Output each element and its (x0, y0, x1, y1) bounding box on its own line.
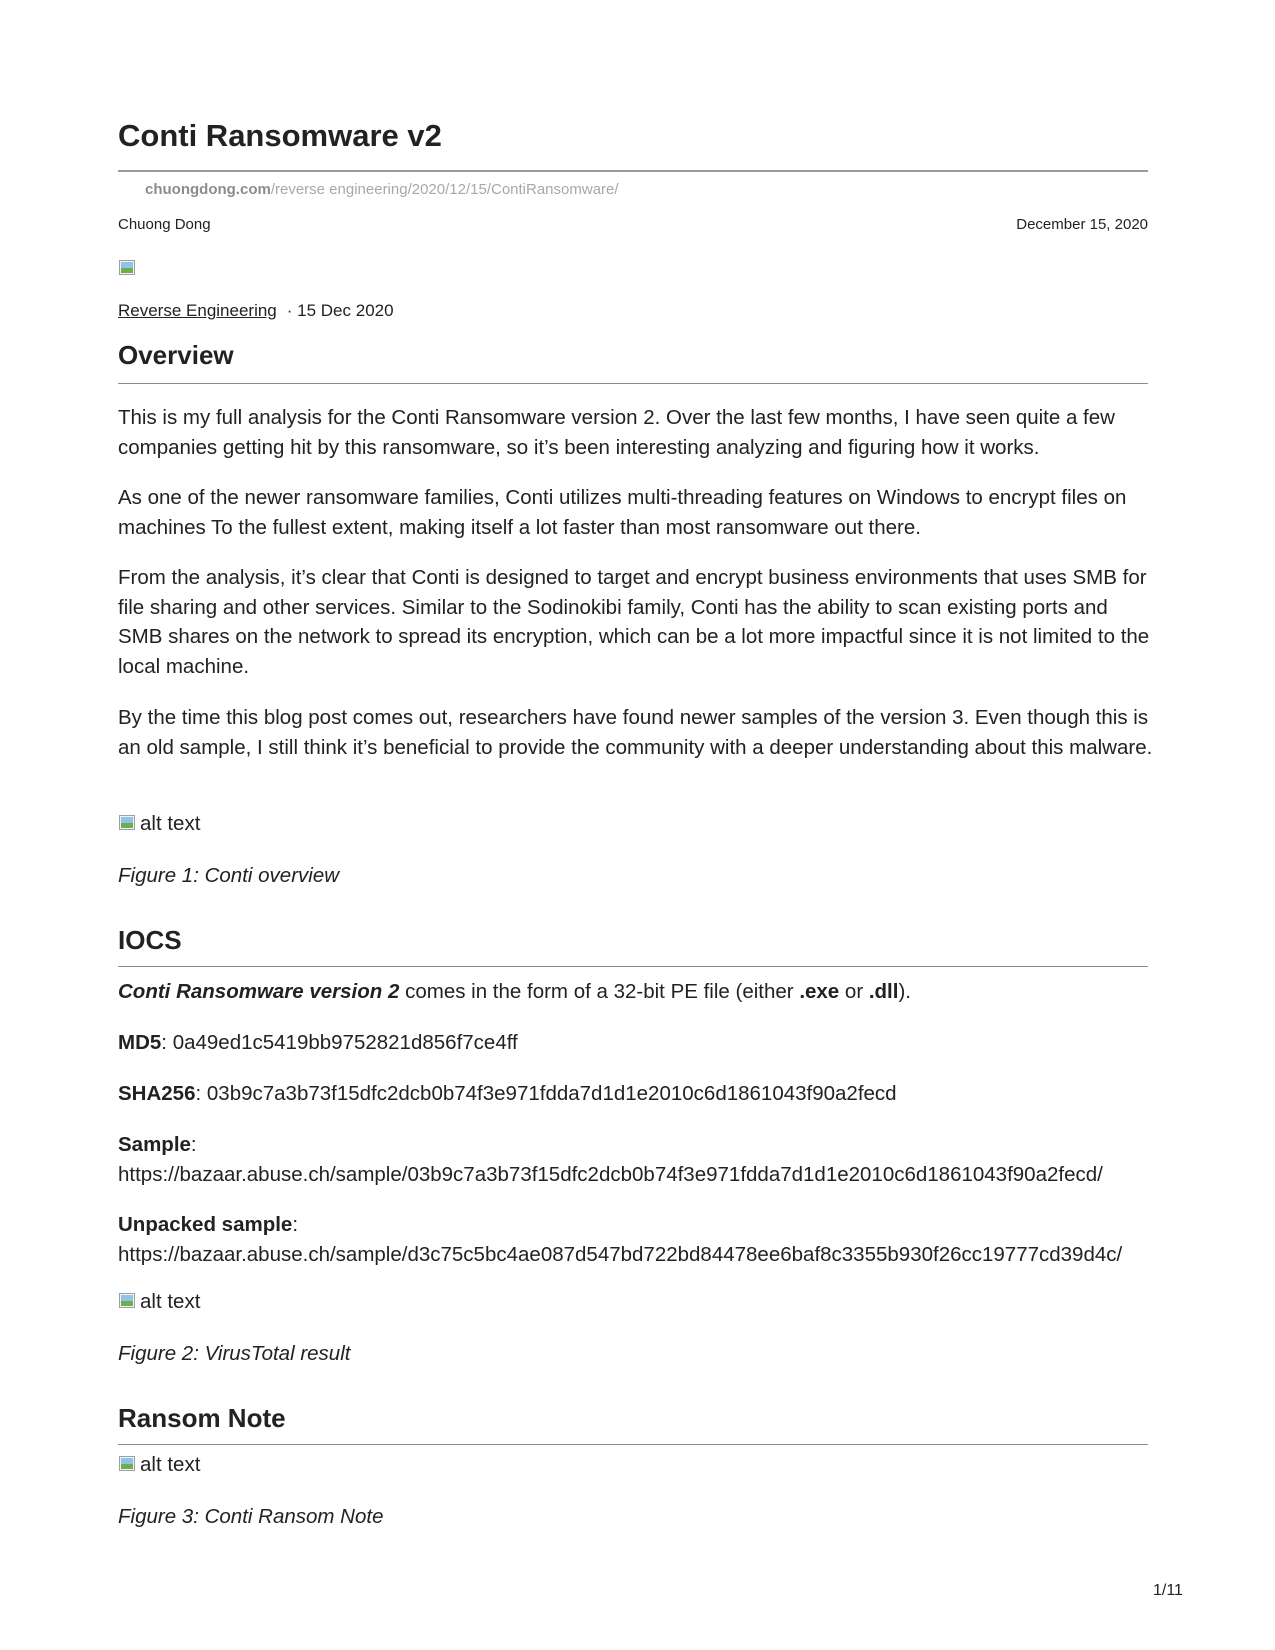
section-heading-overview: Overview (118, 340, 234, 370)
figure-caption: Figure 2: VirusTotal result (118, 1342, 351, 1365)
sample-label: Sample (118, 1133, 191, 1156)
page-number: 1/11 (1153, 1582, 1183, 1599)
section-heading-iocs: IOCS (118, 925, 182, 955)
broken-image-icon (118, 1455, 138, 1473)
figure-caption: Figure 1: Conti overview (118, 864, 340, 887)
md5-label: MD5 (118, 1031, 162, 1054)
sha256-value: : 03b9c7a3b73f15dfc2dcb0b74f3e971fdda7d1d1e2010c6d1861043f90a2fecd (195, 1082, 897, 1105)
sha256-label: SHA256 (118, 1082, 196, 1105)
page-title: Conti Ransomware v2 (118, 118, 442, 153)
md5-value: : 0a49ed1c5419bb9752821d856f7ce4ff (161, 1031, 518, 1054)
section-divider (118, 1444, 1148, 1445)
author-name: Chuong Dong (118, 216, 211, 233)
post-date: · 15 Dec 2020 (286, 301, 394, 320)
paragraph: By the time this blog post comes out, researchers have found newer samples of the version 3. Even though this is an old sample, I still think it’s beneficial to provide the community with a deeper understanding about this malware. (118, 706, 1153, 759)
section-heading-ransom-note: Ransom Note (118, 1403, 286, 1433)
paragraph: As one of the newer ransomware families, Conti utilizes multi-threading features on Windows to encrypt files on machines To the fullest extent, making itself a lot faster than most ransomware out there. (118, 486, 1127, 539)
category-link[interactable]: Reverse Engineering (118, 301, 277, 320)
figure-image (118, 1453, 200, 1477)
paragraph: From the analysis, it’s clear that Conti is designed to target and encrypt business environments that uses SMB for file sharing and other services. Similar to the Sodinokibi family, Conti has the ability to scan existing ports and SMB shares on the network to spread its encryption, which can be a lot more impactful since it is not limited to the local machine. (118, 566, 1150, 678)
unpacked-label: Unpacked sample (118, 1213, 293, 1236)
figure-caption: Figure 3: Conti Ransom Note (118, 1505, 384, 1528)
figure-image (118, 812, 200, 836)
paragraph: This is my full analysis for the Conti Ransomware version 2. Over the last few months, I have seen quite a few companies getting hit by this ransomware, so it’s been interesting analyzing and figuring how it works. (118, 406, 1115, 459)
image-alt-text: alt text (140, 812, 201, 835)
sample-field: Sample: (118, 1133, 197, 1156)
image-alt-text: alt text (140, 1453, 201, 1476)
source-path: /reverse engineering/2020/12/15/ContiRansomware/ (270, 181, 619, 198)
broken-image-icon (118, 1292, 138, 1310)
sha256-field (118, 1079, 897, 1109)
md5-field (118, 1028, 518, 1058)
source-domain: chuongdong.com (145, 181, 271, 198)
unpacked-field: Unpacked sample: (118, 1213, 299, 1236)
source-url[interactable] (145, 181, 619, 198)
unpacked-url[interactable]: https://bazaar.abuse.ch/sample/d3c75c5bc4ae087d547bd722bd84478ee6baf8c3355b930f26cc19777cd39d4c/ (118, 1243, 1123, 1266)
title-divider (118, 170, 1148, 172)
publish-date: December 15, 2020 (1016, 216, 1148, 233)
broken-image-icon (118, 814, 138, 832)
section-divider (118, 383, 1148, 384)
sample-url[interactable]: https://bazaar.abuse.ch/sample/03b9c7a3b73f15dfc2dcb0b74f3e971fdda7d1d1e2010c6d1861043f90a2fecd/ (118, 1163, 1103, 1186)
image-alt-text: alt text (140, 1290, 201, 1313)
section-divider (118, 966, 1148, 967)
iocs-intro: Conti Ransomware version 2 comes in the form of a 32-bit PE file (either .exe or .dll). (118, 980, 911, 1003)
post-meta (118, 301, 394, 321)
broken-image-icon (118, 259, 138, 280)
figure-image (118, 1290, 200, 1314)
intro-bold: Conti Ransomware version 2 (118, 980, 400, 1003)
